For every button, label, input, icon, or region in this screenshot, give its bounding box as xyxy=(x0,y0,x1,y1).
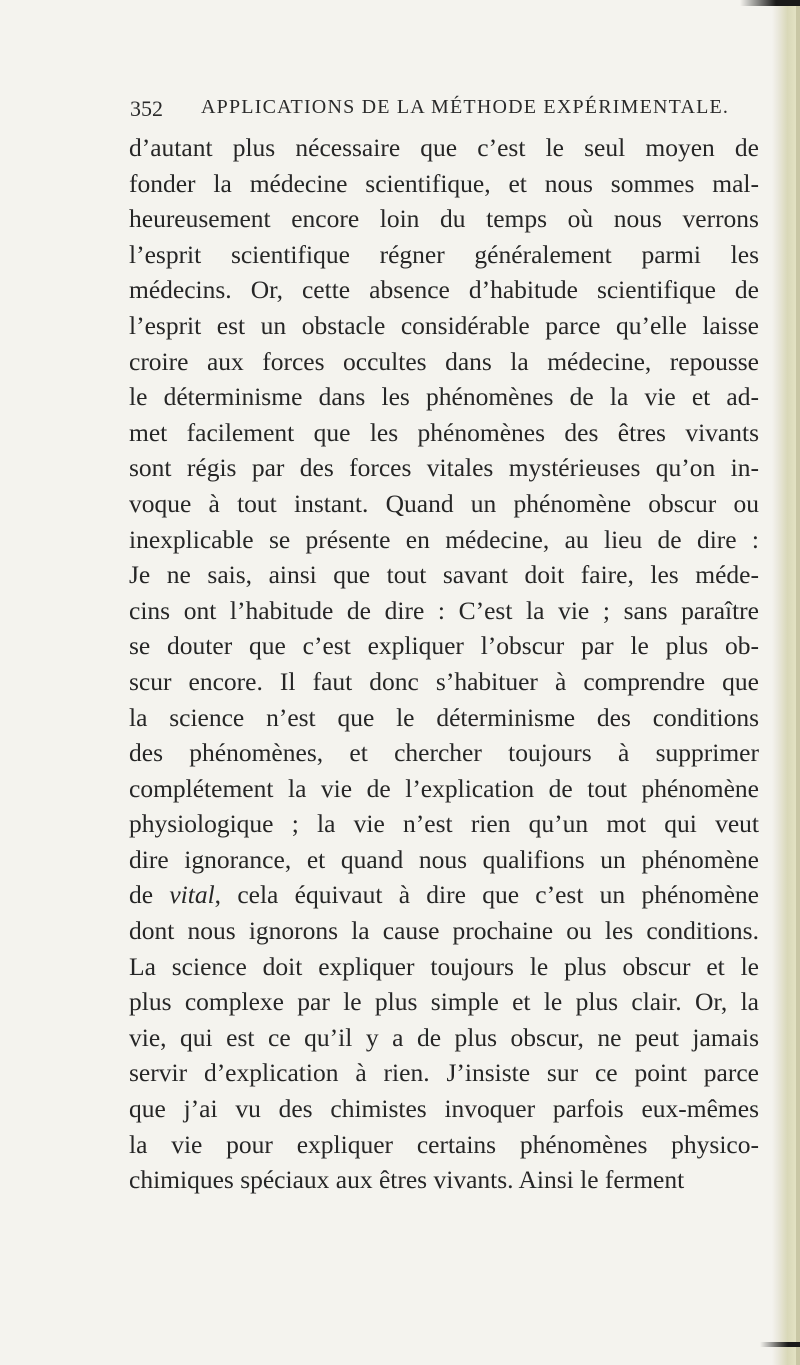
text-line: vie, qui est ce qu’il y a de plus obscur, ne peut jamais xyxy=(129,1022,759,1052)
text-line: que j’ai vu des chimistes invoquer parfois eux-mêmes xyxy=(129,1094,759,1124)
italic-term: vital xyxy=(169,880,215,910)
text-line: La science doit expliquer toujours le plus obscur et le xyxy=(129,951,759,981)
text-line: la science n’est que le déterminisme des conditions xyxy=(129,702,759,732)
text-line: voque à tout instant. Quand un phénomène obscur ou xyxy=(129,488,759,518)
text-line: croire aux forces occultes dans la médecine, repousse xyxy=(129,346,759,376)
text-line: l’esprit est un obstacle considérable parce qu’elle laisse xyxy=(129,310,759,340)
text-line: scur encore. Il faut donc s’habituer à comprendre que xyxy=(129,666,759,696)
page-edge xyxy=(796,0,800,1365)
text-line: l’esprit scientifique régner généralement parmi les xyxy=(129,239,759,269)
text-line: d’autant plus nécessaire que c’est le seul moyen de xyxy=(129,133,759,162)
text-line: plus complexe par le plus simple et le plus clair. Or, la xyxy=(129,987,759,1017)
text-line: sont régis par des forces vitales mystérieuses qu’on in- xyxy=(129,453,759,483)
text-line: Je ne sais, ainsi que tout savant doit faire, les méde- xyxy=(129,560,759,590)
text-line: dire ignorance, et quand nous qualifions un phénomène xyxy=(129,844,759,874)
text-line: se douter que c’est expliquer l’obscur par le plus ob- xyxy=(129,631,759,661)
text-line: cins ont l’habitude de dire : C’est la vie ; sans paraître xyxy=(129,595,759,625)
text-line: dont nous ignorons la cause prochaine ou les conditions. xyxy=(129,916,759,946)
body-text xyxy=(129,130,759,1198)
text-line: heureusement encore loin du temps où nous verrons xyxy=(129,204,759,234)
scan-bottom-mark xyxy=(760,1342,800,1347)
text-line: des phénomènes, et chercher toujours à supprimer xyxy=(129,738,759,768)
scan-corner-mark xyxy=(740,0,800,6)
text-line: fonder la médecine scientifique, et nous sommes mal- xyxy=(129,168,759,198)
text-line: le déterminisme dans les phénomènes de la vie et ad- xyxy=(129,382,759,412)
text-line: servir d’explication à rien. J’insiste sur ce point parce xyxy=(129,1058,759,1088)
text-line: physiologique ; la vie n’est rien qu’un mot qui veut xyxy=(129,809,759,839)
page-header xyxy=(130,96,770,126)
text-segment: , cela équivaut à dire que c’est un phénomène xyxy=(214,880,759,910)
text-line: médecins. Or, cette absence d’habitude scientifique de xyxy=(129,275,759,305)
text-line-with-italic xyxy=(129,877,759,913)
text-line: chimiques spéciaux aux êtres vivants. Ainsi le ferment xyxy=(129,1165,685,1195)
running-title: APPLICATIONS DE LA MÉTHODE EXPÉRIMENTALE. xyxy=(201,96,730,118)
text-line: la vie pour expliquer certains phénomènes physico- xyxy=(129,1129,759,1159)
text-segment: de xyxy=(129,880,170,910)
text-line: met facilement que les phénomènes des êtres vivants xyxy=(129,417,759,447)
page-number: 352 xyxy=(130,96,163,121)
text-line: inexplicable se présente en médecine, au lieu de dire : xyxy=(129,524,759,554)
text-line: complétement la vie de l’explication de tout phénomène xyxy=(129,773,759,803)
